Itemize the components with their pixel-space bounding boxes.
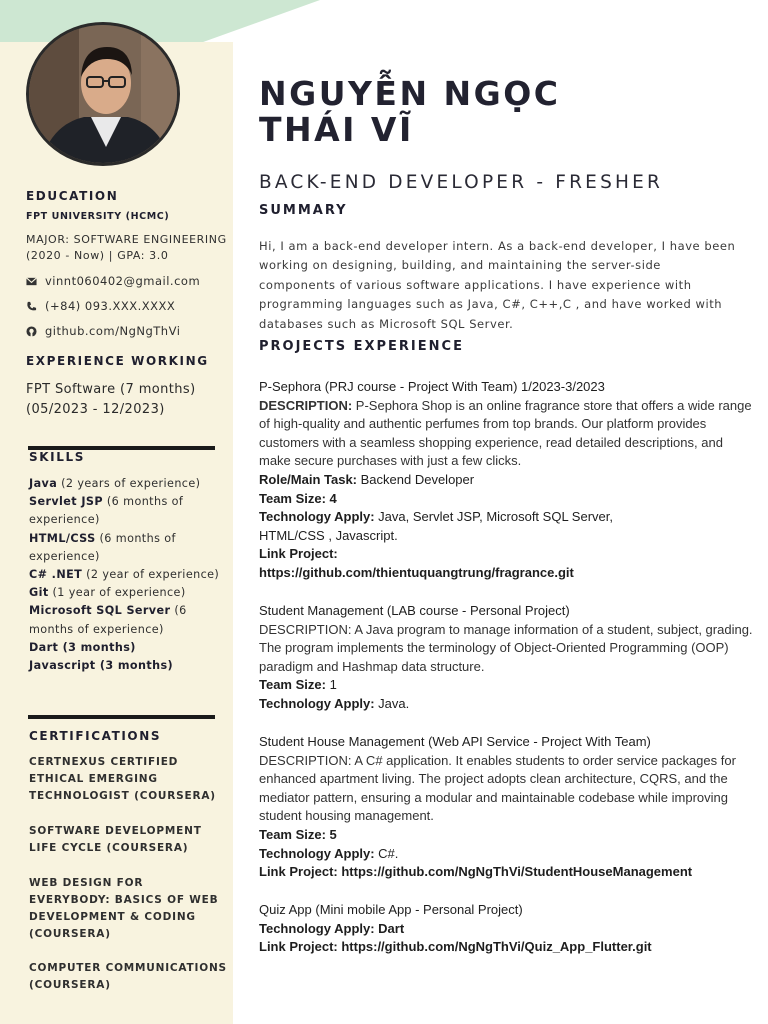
mail-icon	[26, 276, 37, 287]
certification-item: SOFTWARE DEVELOPMENT LIFE CYCLE (COURSERA)	[29, 825, 202, 854]
skill-item: Dart (3 months)	[29, 640, 136, 654]
name-line1: NGUYỄN NGỌC	[259, 74, 561, 113]
project-item	[259, 901, 754, 957]
skills-list	[29, 475, 229, 675]
summary-heading: SUMMARY	[259, 203, 348, 218]
contact-github-text: github.com/NgNgThVi	[45, 324, 181, 338]
project-title: Student Management (LAB course - Personal Project)	[259, 603, 570, 618]
project-link[interactable]: Link Project: https://github.com/NgNgThVi/Quiz_App_Flutter.git	[259, 939, 652, 955]
github-icon	[26, 326, 37, 337]
education-major-line2: (2020 - Now) | GPA: 3.0	[26, 249, 169, 262]
name-line2: THÁI VĨ	[259, 110, 414, 149]
skill-item: Java (2 years of experience)	[29, 477, 201, 490]
contact-phone[interactable]	[26, 299, 241, 313]
skill-item: Git (1 year of experience)	[29, 586, 186, 600]
divider	[28, 715, 215, 719]
phone-icon	[26, 301, 37, 312]
education-school: FPT UNIVERSITY (HCMC)	[26, 211, 170, 222]
skill-item: Javascript (3 months)	[29, 659, 174, 673]
project-description: DESCRIPTION: A Java program to manage information of a student, subject, grading. The program implements the terminology of Object-Oriented Programming (OOP) paradigm and Hashmap data structure.	[259, 621, 753, 674]
contact-github[interactable]	[26, 324, 241, 338]
contact-email-text: vinnt060402@gmail.com	[45, 274, 201, 288]
projects-heading: PROJECTS EXPERIENCE	[259, 339, 464, 354]
project-link-label: Link Project:	[259, 546, 338, 562]
project-technology: Technology Apply: C#.	[259, 845, 399, 861]
skill-item: Servlet JSP (6 months of experience)	[29, 495, 184, 527]
project-technology: Technology Apply: Dart	[259, 920, 405, 936]
experience-line2: (05/2023 - 12/2023)	[26, 402, 165, 417]
education-major-line1: MAJOR: SOFTWARE ENGINEERING	[26, 233, 227, 246]
skill-item: HTML/CSS (6 months of experience)	[29, 531, 176, 563]
skill-item: C# .NET (2 year of experience)	[29, 568, 220, 582]
project-title: Quiz App (Mini mobile App - Personal Project)	[259, 902, 523, 917]
project-title: Student House Management (Web API Service - Project With Team)	[259, 734, 651, 749]
contact-email[interactable]	[26, 274, 241, 288]
experience-entry	[26, 380, 241, 420]
project-item	[259, 378, 754, 583]
contact-phone-text: (+84) 093.XXX.XXXX	[45, 299, 176, 313]
certifications-heading: CERTIFICATIONS	[29, 729, 162, 743]
skill-item: Microsoft SQL Server (6 months of experience)	[29, 604, 187, 636]
project-description: DESCRIPTION: P-Sephora Shop is an online fragrance store that offers a wide range of high-quality and authentic perfumes from top brands. Our platform provides customers with a seamless shopping experience, read detailed descriptions, and make secure purchases with just a few clicks.	[259, 397, 752, 469]
project-item	[259, 733, 754, 882]
experience-line1: FPT Software (7 months)	[26, 382, 196, 397]
project-team-size: Team Size: 4	[259, 490, 337, 506]
summary-text: Hi, I am a back-end developer intern. As a back-end developer, I have been working on designing, building, and maintaining the server-side components of various software applications. I have experience with programming languages such as Java, C#, C++,C , and have worked with databases such as Microsoft SQL Server.	[259, 239, 736, 331]
certification-item: WEB DESIGN FOR EVERYBODY: BASICS OF WEB DEVELOPMENT & CODING (COURSERA)	[29, 877, 219, 940]
full-name	[259, 76, 561, 148]
certification-item: CERTNEXUS CERTIFIED ETHICAL EMERGING TECHNOLOGIST (COURSERA)	[29, 756, 216, 802]
project-link[interactable]: https://github.com/thientuquangtrung/fragrance.git	[259, 564, 574, 580]
skills-heading: SKILLS	[29, 450, 85, 464]
project-title: P-Sephora (PRJ course - Project With Team) 1/2023-3/2023	[259, 379, 605, 394]
project-team-size: Team Size: 1	[259, 677, 337, 693]
project-technology: Technology Apply: Java, Servlet JSP, Microsoft SQL Server, HTML/CSS , Javascript.	[259, 509, 613, 543]
avatar	[26, 22, 180, 166]
education-major	[26, 232, 241, 264]
project-description: DESCRIPTION: A C# application. It enables students to order service packages for enhanced apartment living. The project adopts clean architecture, CQRS, and the mediator pattern, ensuring a modular and maintainable codebase while improving student housing management.	[259, 752, 736, 824]
certification-item: COMPUTER COMMUNICATIONS (COURSERA)	[29, 962, 227, 991]
project-technology: Technology Apply: Java.	[259, 695, 410, 711]
job-title: BACK-END DEVELOPER - FRESHER	[259, 172, 664, 193]
project-link[interactable]: Link Project: https://github.com/NgNgThVi/StudentHouseManagement	[259, 864, 693, 880]
experience-heading: EXPERIENCE WORKING	[26, 354, 209, 368]
project-team-size: Team Size: 5	[259, 826, 337, 842]
project-item	[259, 602, 754, 714]
education-heading: EDUCATION	[26, 189, 119, 203]
project-role: Role/Main Task: Backend Developer	[259, 471, 475, 487]
